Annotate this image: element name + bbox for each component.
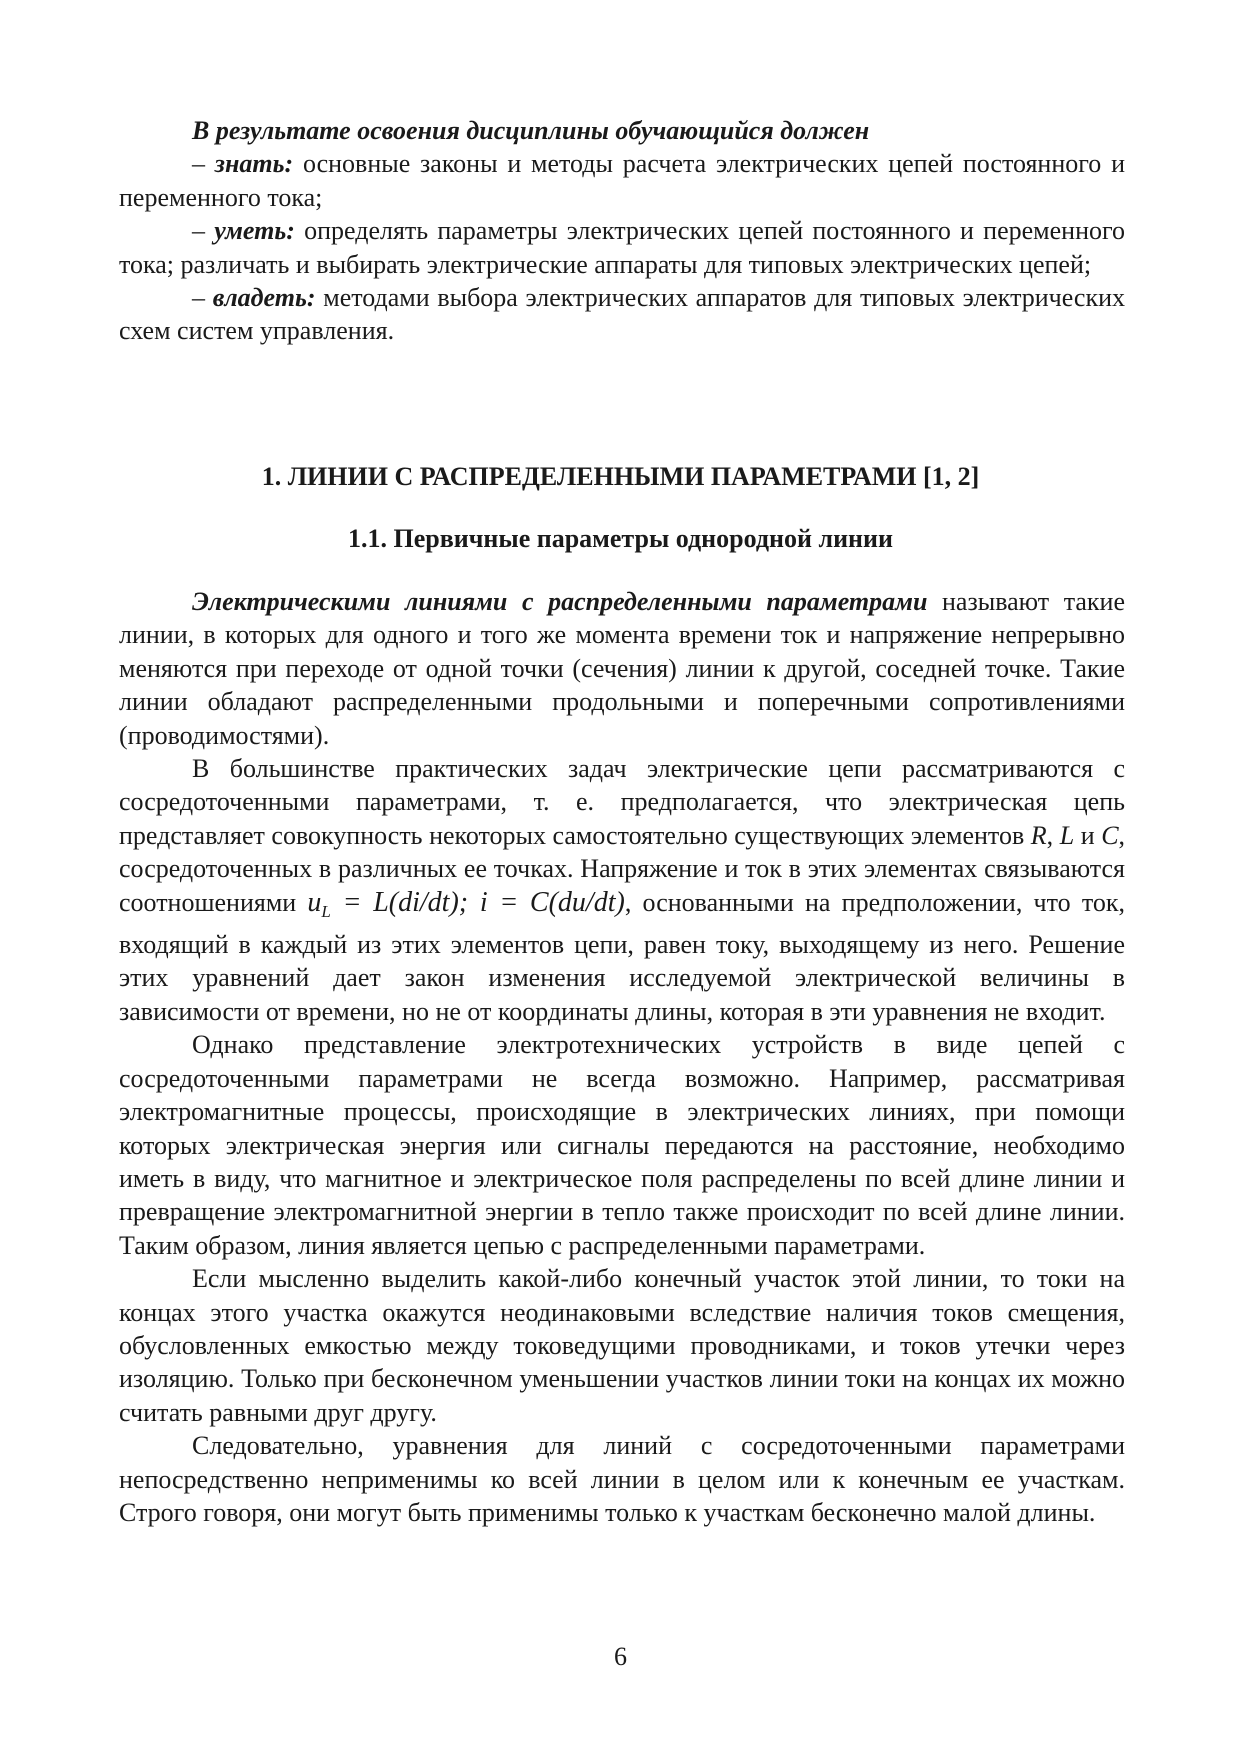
can-text: определять параметры электрических цепей постоянного и переменного тока; различать и выбирать электрические аппараты для типовых электрических цепей; <box>119 216 1126 279</box>
paragraph-3: Однако представление электротехнических устройств в виде цепей с сосредоточенными параметрами не всегда возможно. Например, рассматривая электромагнитные процессы, происходящие в электрических линиях, при помощи которых электрическая энергия или сигналы передаются на расстояние, необходимо иметь в виду, что магнитное и электрическое поля распределены по всей длине линии и превращение электромагнитной энергии в тепло также происходит по всей длине линии. Таким образом, линия является цепью с распределенными параметрами. <box>119 1030 1125 1260</box>
own-text: методами выбора электрических аппаратов для типовых электрических схем систем управления. <box>119 283 1126 346</box>
defined-term: Электрическими линиями с распределенными параметрами <box>192 587 928 616</box>
paragraph-2: В большинстве практических задач электрические цепи рассматриваются с сосредоточенными параметрами, т. е. предполагается, что электрическая цепь представляет совокупность некоторых самостоятельно существующих элементов R, L и C, сосредоточенных в различных ее точках. Напряжение и ток в этих элементах связываются соотношениями $u_L = L(di/dt)$; i = C(du/dt), основанными на предположении, что ток, входящий в каждый из этих элементов цепи, равен току, выходящему из него. Решение этих уравнений дает закон изменения исследуемой электрической величины в зависимости от времени, но не от координаты длины, которая в эти уравнения не входит. <box>119 754 1126 1026</box>
know-label: знать: <box>214 149 294 179</box>
formula: $u_L = L(di/dt)$; i = C(du/dt) <box>307 886 625 921</box>
can-label: уметь: <box>214 216 295 246</box>
symbol-R: R <box>1030 820 1047 850</box>
paragraph-5: Следовательно, уравнения для линий с сосредоточенными параметрами непосредственно неприменимы ко всей линии в целом или к конечным ее участкам. Строго говоря, они могут быть применимы только к участкам бесконечно малой длины. <box>119 1431 1125 1527</box>
symbol-C: C <box>1101 820 1119 850</box>
know-text: основные законы и методы расчета электрических цепей постоянного и переменного тока; <box>119 149 1125 212</box>
body-text <box>119 585 1125 1529</box>
symbol-L: L <box>1059 820 1075 850</box>
paragraph-1: Электрическими линиями с распределенными параметрами называют такие линии, в которых для одного и того же момента времени ток и напряжение непрерывно меняются при переходе от одной точки (сечения) линии к другой, соседней точке. Такие линии обладают распределенными продольными и поперечными сопротивлениями (проводимостями). <box>119 587 1126 750</box>
learning-outcomes <box>119 114 1125 348</box>
outcome-know: – знать: основные законы и методы расчета электрических цепей постоянного и переменного тока; <box>119 149 1125 212</box>
own-label: владеть: <box>212 283 316 313</box>
subsection-title: 1.1. Первичные параметры однородной линии <box>348 524 893 553</box>
section-title: 1. ЛИНИИ С РАСПРЕДЕЛЕННЫМИ ПАРАМЕТРАМИ [1, 2] <box>261 462 980 491</box>
paragraph-4: Если мысленно выделить какой-либо конечный участок этой линии, то токи на концах этого участка окажутся неодинаковыми вследствие наличия токов смещения, обусловленных емкостью между токоведущими проводниками, и токов утечки через изоляцию. Только при бесконечном уменьшении участков линии токи на концах их можно считать равными друг другу. <box>119 1264 1125 1427</box>
page-number: 6 <box>614 1642 627 1671</box>
outcome-own: – владеть: методами выбора электрических аппаратов для типовых электрических схем систем управления. <box>119 283 1126 346</box>
outcome-can: – уметь: определять параметры электрических цепей постоянного и переменного тока; различать и выбирать электрические аппараты для типовых электрических цепей; <box>119 216 1126 279</box>
outcomes-heading: В результате освоения дисциплины обучающийся должен <box>192 116 870 145</box>
